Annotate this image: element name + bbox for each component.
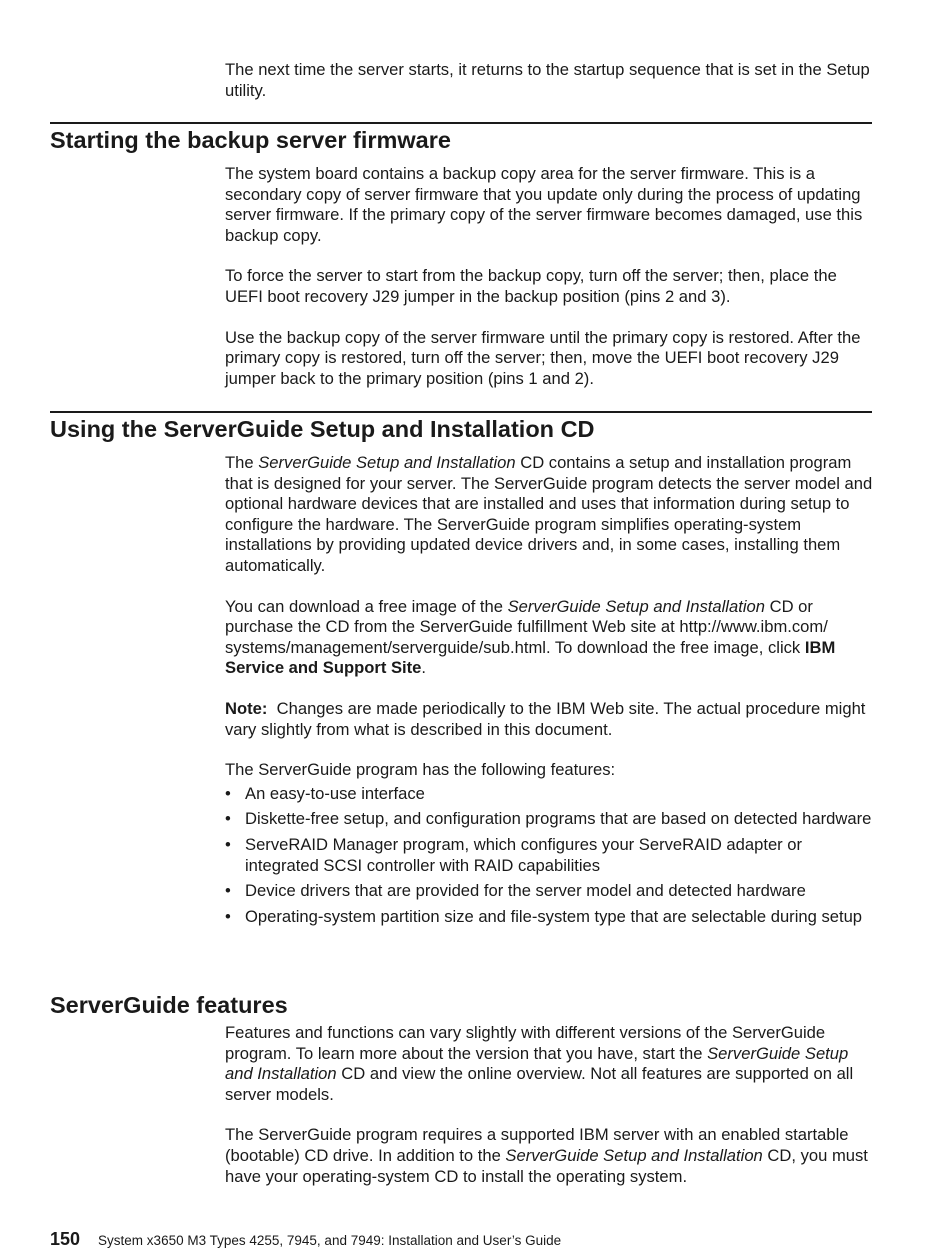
list-item-text: ServeRAID Manager program, which configures your ServeRAID adapter or integrated SCSI controller with RAID capabilities [245,834,803,875]
backup-block [225,164,873,389]
list-item-text: Operating-system partition size and file-system type that are selectable during setup [245,906,863,926]
text-run: CD and view the online overview. Not all features are supported on all server models. [225,1064,854,1104]
bullet-icon: • [225,834,231,854]
section-title-serverguide: Using the ServerGuide Setup and Installation CD [50,416,595,442]
page-footer [50,1228,561,1252]
serverguide-paragraph-1 [225,453,873,577]
bullet-icon: • [225,809,231,829]
backup-paragraph-1: The system board contains a backup copy area for the server firmware. This is a secondary copy of server firmware that you update only during the process of updating server firmware. If the primary copy of the server firmware becomes damaged, use this backup copy. [225,164,863,245]
features-block [225,1023,873,1187]
backup-paragraph-2: To force the server to start from the backup copy, turn off the server; then, place the UEFI boot recovery J29 jumper in the backup position (pins 2 and 3). [225,266,837,306]
list-item [225,907,873,928]
bullet-icon: • [225,783,231,803]
bullet-icon: • [225,881,231,901]
intro-block [225,60,873,101]
text-run: CD or purchase the CD from the ServerGuide fulfillment Web site at http://www.ibm.com/ systems/management/serverguide/sub.html. To download the free image, click [225,596,828,657]
list-item-text: An easy-to-use interface [245,783,425,803]
serverguide-block [225,453,873,927]
backup-paragraph-3: Use the backup copy of the server firmware until the primary copy is restored. After the primary copy is restored, turn off the server; then, move the UEFI boot recovery J29 jumper back to the primary position (pins 1 and 2). [225,327,861,388]
text-run: Features and functions can vary slightly with different versions of the ServerGuide program. To learn more about the version that you have, start the [225,1023,826,1063]
list-item-text: Diskette-free setup, and configuration programs that are based on detected hardware [245,809,872,829]
text-run: CD contains a setup and installation program that is designed for your server. The ServerGuide program detects the server model and optional hardware devices that are installed and uses that information during setup to configure the hardware. The ServerGuide program simplifies operating-system installations by providing updated device drivers and, in some cases, installing them automatically. [225,453,873,575]
list-item [225,881,873,902]
section-rule-backup [50,122,872,124]
text-run: You can download a free image of the [225,596,508,616]
cd-title-italic: ServerGuide Setup and Installation [505,1145,763,1165]
bullet-icon: • [225,906,231,926]
footer-doc-title: System x3650 M3 Types 4255, 7945, and 7949: Installation and User’s Guide [98,1233,562,1248]
feature-list [225,784,873,928]
features-paragraph-1 [225,1023,873,1105]
text-run: CD, you must have your operating-system CD to install the operating system. [225,1145,868,1186]
section-rule-serverguide [50,411,872,413]
list-item [225,835,873,876]
features-intro: The ServerGuide program has the following features: [225,760,616,780]
list-item-text: Device drivers that are provided for the server model and detected hardware [245,881,806,901]
cd-title-italic: ServerGuide Setup and Installation [225,1043,849,1084]
list-item [225,809,873,830]
cd-title-italic: ServerGuide Setup and Installation [258,453,516,472]
note-label: Note: [225,698,268,718]
cd-title-italic: ServerGuide Setup and Installation [507,596,765,616]
page-number: 150 [50,1229,81,1249]
list-item [225,784,873,805]
section-title-backup: Starting the backup server firmware [50,127,451,153]
support-site-link-text: IBM Service and Support Site [225,637,836,678]
features-paragraph-2 [225,1125,873,1187]
serverguide-paragraph-2 [225,597,873,679]
note-text: Changes are made periodically to the IBM Web site. The actual procedure might vary slightly from what is described in this document. [225,698,871,739]
note-paragraph [225,699,873,740]
text-run: The ServerGuide program requires a supported IBM server with an enabled startable (bootable) CD drive. In addition to the [225,1125,849,1165]
text-run: . [421,658,427,678]
text-run: The [225,453,259,472]
intro-paragraph: The next time the server starts, it returns to the startup sequence that is set in the Setup utility. [225,60,870,100]
section-title-features: ServerGuide features [50,992,288,1018]
